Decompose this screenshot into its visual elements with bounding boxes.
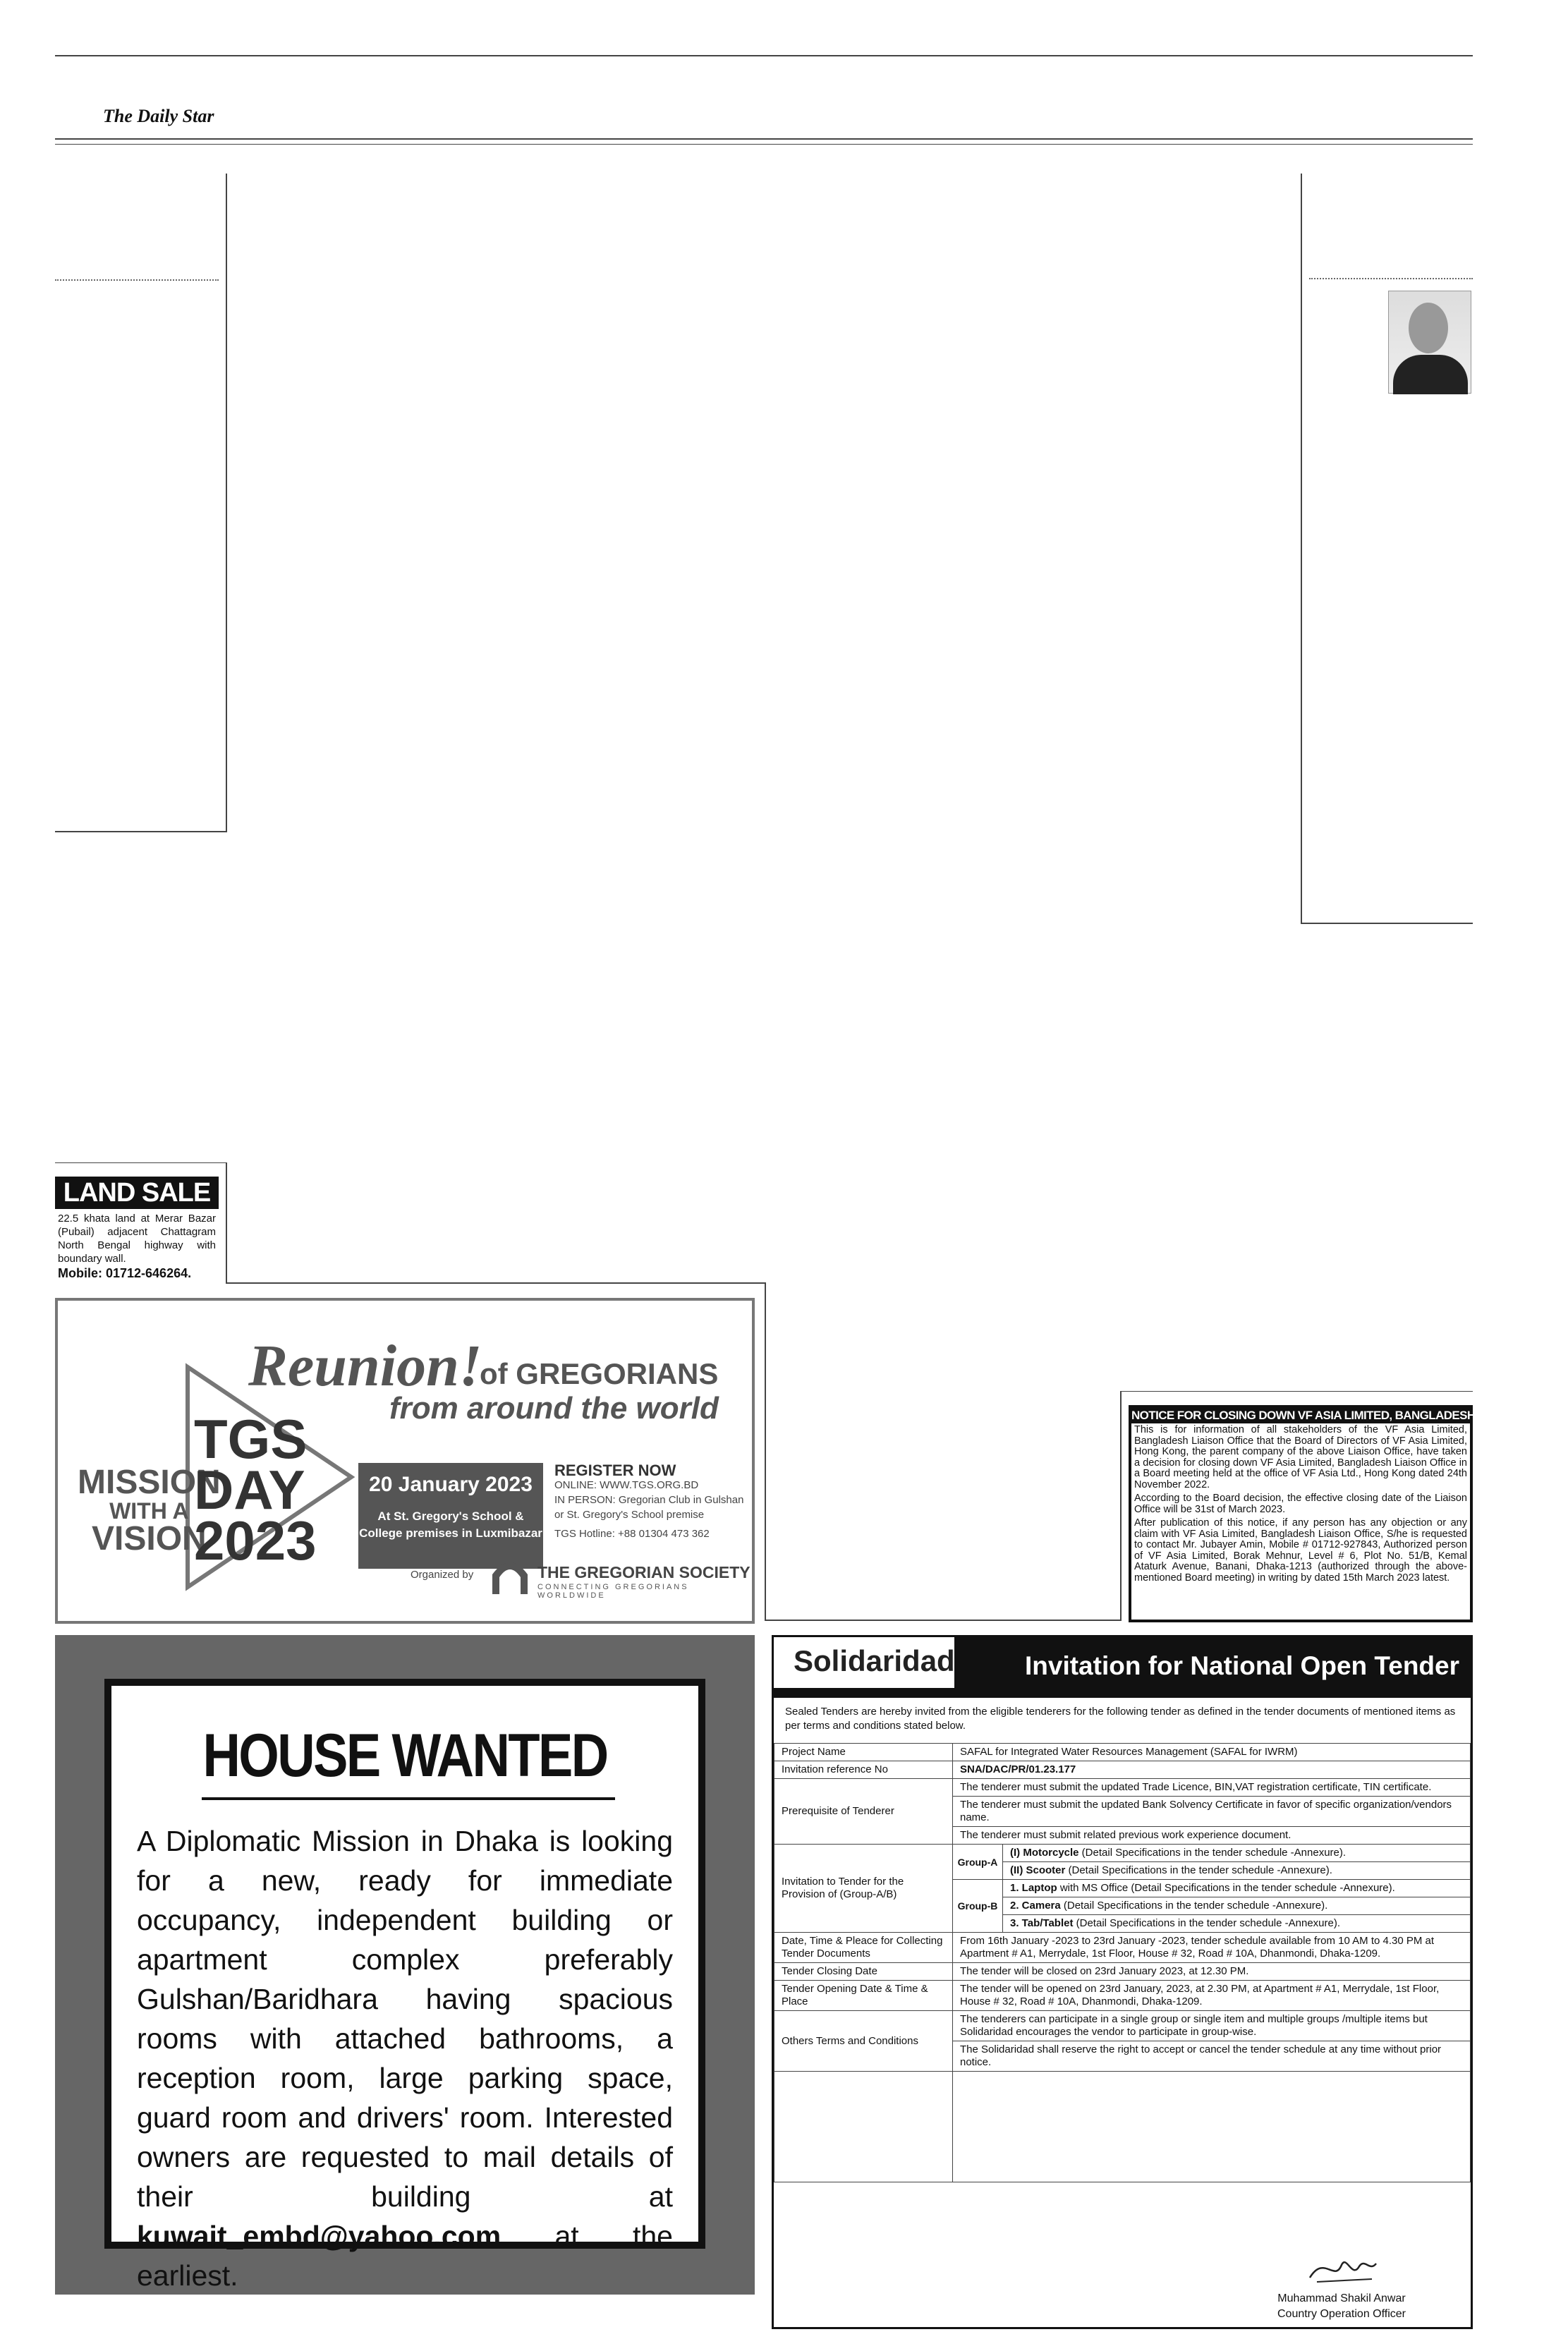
tgs-day-logo: TGS DAY 2023 [194, 1408, 317, 1572]
masthead-rule [55, 138, 1473, 140]
item-cell: 1. Laptop with MS Office (Detail Specifications in the tender schedule -Annexure). [1003, 1880, 1471, 1897]
ad-frame-line [226, 1282, 765, 1284]
reunion-title: Reunion! [248, 1333, 482, 1399]
vf-asia-notice [1129, 1405, 1568, 1622]
tender-heading: Invitation for National Open Tender [1025, 1651, 1460, 1680]
row-value: The Solidaridad shall reserve the right to accept or cancel the tender schedule at any time without prior notice. [953, 2041, 1471, 2072]
signature-block [1260, 2251, 1423, 2322]
row-label: Others Terms and Conditions [774, 2011, 953, 2072]
register-hotline: TGS Hotline: +88 01304 473 362 [554, 1528, 710, 1540]
row-label: Tender Closing Date [774, 1963, 953, 1981]
tender-notice [772, 1635, 1473, 2329]
column-divider [1301, 174, 1302, 924]
reunion-title-of: of GREGORIANS [480, 1357, 719, 1390]
register-title: REGISTER NOW [554, 1462, 676, 1479]
house-wanted-ad [55, 1635, 755, 2295]
table-row [774, 2072, 1471, 2182]
gregorian-crest-icon [490, 1555, 530, 1597]
column-bottom-rule [1301, 923, 1473, 924]
land-sale-mobile: Mobile: 01712-646264. [58, 1266, 192, 1280]
ad-frame-line [1120, 1391, 1122, 1621]
item-cell: (I) Motorcycle (Detail Specifications in the tender schedule -Annexure). [1003, 1845, 1471, 1862]
row-value: The tenderer must submit related previous work experience document. [953, 1827, 1471, 1845]
contact-email[interactable]: kuwait_embd@yahoo.com [137, 2220, 502, 2252]
group-label: Group-B [953, 1880, 1003, 1933]
signatory-name: Muhammad Shakil Anwar [1277, 2292, 1406, 2304]
title-underline [202, 1797, 615, 1800]
masthead-logo: The Daily Star [103, 106, 214, 126]
row-value: SNA/DAC/PR/01.23.177 [953, 1761, 1471, 1779]
dotted-rule [1309, 278, 1473, 279]
solidaridad-logo: Solidaridad [774, 1637, 954, 1688]
house-wanted-box [104, 1679, 705, 2292]
land-sale-body: 22.5 khata land at Merar Bazar (Pubail) adjacent Chattagram North Bengal highway with boundary wall. [58, 1213, 216, 1265]
row-value: SAFAL for Integrated Water Resources Management (SAFAL for IWRM) [953, 1744, 1471, 1761]
row-value: The tender will be closed on 23rd January 2023, at 12.30 PM. [953, 1963, 1471, 1981]
signature-spacer [774, 2072, 953, 2182]
notice-paragraph: According to the Board decision, the effective closing date of the Liaison Office will be 31st of March 2023. [1134, 1493, 1467, 1515]
row-value: The tender will be opened on 23rd January, 2023, at 2.30 PM, at Apartment # A1, Merrydale, 1st Floor, House # 32, Road # 10A, Dhanmondi, Dhaka-1209. [953, 1981, 1471, 2011]
row-value: The tenderer must submit the updated Bank Solvency Certificate in favor of specific organization/vendors name. [953, 1797, 1471, 1827]
row-label: Project Name [774, 1744, 953, 1761]
event-date: 20 January 2023 [369, 1473, 533, 1496]
reunion-slogan: MISSION WITH A VISION [78, 1464, 221, 1557]
row-value: From 16th January -2023 to 23rd January -2023, tender schedule available from 10 AM to 4.30 PM at Apartment # A1, Merrydale, 1st Floor, House # 32, Road # 10A, Dhanmondi, Dhaka-1209. [953, 1933, 1471, 1963]
row-label: Invitation reference No [774, 1761, 953, 1779]
register-online: ONLINE: WWW.TGS.ORG.BD [554, 1479, 699, 1491]
register-in-person: IN PERSON: Gregorian Club in Gulshan or St. Gregory's School premise [554, 1494, 744, 1521]
item-cell: 3. Tab/Tablet (Detail Specifications in the tender schedule -Annexure). [1003, 1915, 1471, 1933]
row-value: The tenderers can participate in a single group or single item and multiple groups /multiple items but Solidaridad encourages the vendor to participate in group-wise. [953, 2011, 1471, 2041]
event-venue: At St. Gregory's School & College premises in Luxmibazar [359, 1509, 542, 1540]
column-bottom-rule [55, 831, 227, 832]
ad-frame-line [55, 1162, 227, 1163]
row-label: Invitation to Tender for the Provision of (Group-A/B) [774, 1845, 953, 1933]
row-label: Date, Time & Pleace for Collecting Tender Documents [774, 1933, 953, 1963]
row-label: Prerequisite of Tenderer [774, 1779, 953, 1845]
land-sale-ad [55, 1177, 219, 1282]
society-tagline: CONNECTING GREGORIANS WORLDWIDE [537, 1583, 689, 1600]
notice-paragraph: After publication of this notice, if any person has any objection or any claim with VF Asia Limited, Bangladesh Liaison Office, S/he is requested to contact Mr. Jubayer Amin, Mobile # 01712-927843, Authorized person of VF Asia Limited, Borak Mehnur, Level # 6, Plot No. 51/B, Kemal Ataturk Avenue, Banani, Dhaka-1213 (authorized through the above-mentioned Board meeting) in writing by dated 15th March 2023 latest. [1134, 1517, 1467, 1584]
table-row [774, 1761, 1471, 1779]
portrait-photo [1388, 291, 1471, 394]
column-divider [226, 174, 227, 832]
house-wanted-title: HOUSE WANTED [202, 1722, 607, 1790]
land-sale-title: LAND SALE [55, 1177, 219, 1209]
registration-info [554, 1463, 752, 1541]
ad-frame-line [765, 1282, 766, 1621]
ad-frame-line [1120, 1391, 1473, 1392]
event-date-box [358, 1463, 543, 1569]
masthead-rule-thin [55, 144, 1473, 145]
tender-header [774, 1637, 1471, 1698]
reunion-ad [55, 1298, 755, 1624]
reunion-subtitle: from around the world [389, 1391, 719, 1426]
table-row [774, 2011, 1471, 2041]
society-name: THE GREGORIAN SOCIETY [537, 1563, 750, 1581]
row-label: Tender Opening Date & Time & Place [774, 1981, 953, 2011]
signatory-title: Country Operation Officer [1277, 2308, 1406, 2320]
notice-paragraph: This is for information of all stakeholders of the VF Asia Limited, Bangladesh Liaison Office that the Board of Directors of VF Asia Limited, Hong Kong, the parent company of the above Liaison Office, have taken a decision for closing down VF Asia Limited, Bangladesh Liaison Office in a Board meeting held at the office of VF Asia Ltd., Hong Kong dated 24th November 2022. [1134, 1424, 1467, 1490]
group-label: Group-A [953, 1845, 1003, 1880]
table-row [774, 1963, 1471, 1981]
table-row [774, 1981, 1471, 2011]
signature-mark [1303, 2251, 1380, 2286]
top-rule [55, 55, 1473, 56]
tender-table [774, 1743, 1471, 2182]
signature-cell [953, 2072, 1471, 2182]
house-wanted-body: A Diplomatic Mission in Dhaka is looking for a new, ready for immediate occupancy, independent building or apartment complex preferably Gulshan/Baridhara having spacious rooms with attached bathrooms, a reception room, large parking space, guard room and drivers' room. Interested owners are requested to mail details of their building at kuwait_embd@yahoo.com at the earliest. [137, 1825, 673, 2292]
ad-frame-line [226, 1162, 227, 1284]
ad-frame-line [765, 1620, 1120, 1621]
item-cell: (II) Scooter (Detail Specifications in the tender schedule -Annexure). [1003, 1862, 1471, 1880]
row-value: The tenderer must submit the updated Trade Licence, BIN,VAT registration certificate, TIN certificate. [953, 1779, 1471, 1797]
organized-by-label: Organized by [411, 1569, 474, 1581]
tender-intro: Sealed Tenders are hereby invited from the eligible tenderers for the following tender as defined in the tender documents of mentioned items as per terms and conditions stated below. [785, 1706, 1456, 1732]
table-row [774, 1744, 1471, 1761]
notice-title: NOTICE FOR CLOSING DOWN VF ASIA LIMITED, BANGLADESH LIAISON OFFICE [1131, 1409, 1568, 1422]
table-row [774, 1933, 1471, 1963]
item-cell: 2. Camera (Detail Specifications in the tender schedule -Annexure). [1003, 1897, 1471, 1915]
dotted-rule [55, 279, 219, 281]
table-row [774, 1779, 1471, 1797]
table-row [774, 1845, 1471, 1862]
